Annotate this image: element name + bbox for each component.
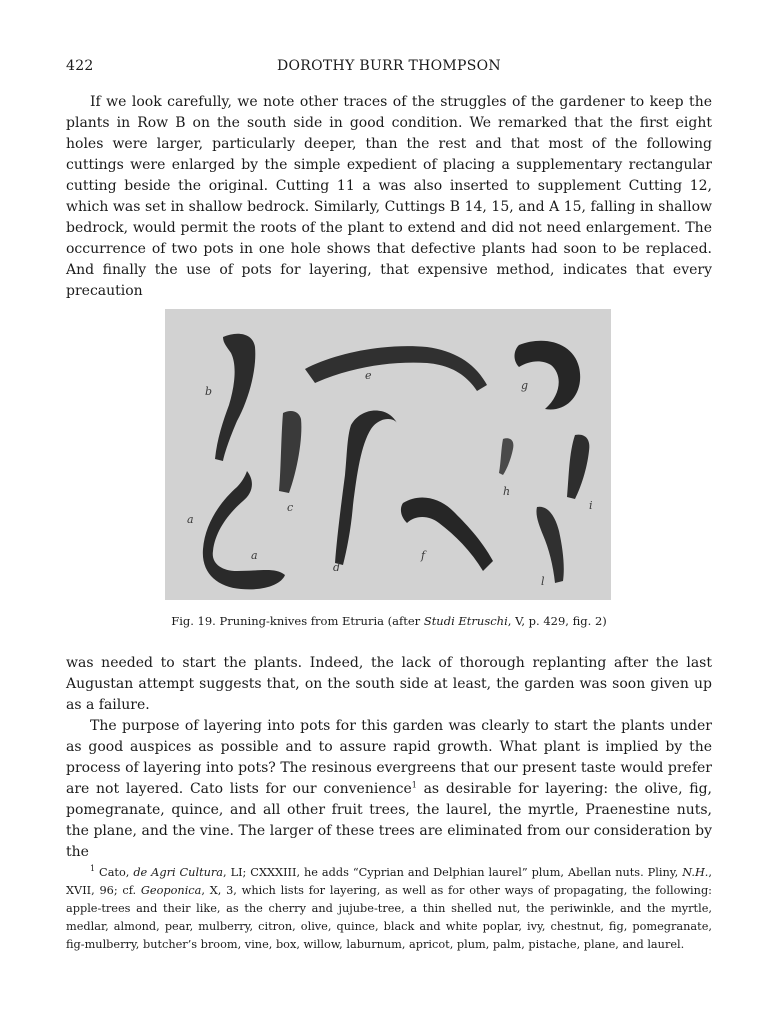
figure-label: g xyxy=(521,379,529,392)
page-header xyxy=(66,58,712,80)
paragraph: The purpose of layering into pots for this garden was clearly to start the plants under as good auspices as possible and to assure rapid growth. What plant is implied by the process of layering into pots? The resinous evergreens that our present taste would prefer are not layered. Cato lists for our convenience$^1$ as desirable for layering: the olive, fig, pomegranate, quince, and all other fruit trees, the laurel, the myrtle, Praenestine nuts, the plane, and the vine. The larger of these trees are eliminated from our consideration by the xyxy=(66,718,712,860)
page-number: 422 xyxy=(66,58,94,74)
footnote: $^1$ Cato, de Agri Cultura, LI; CXXXIII, he adds “Cyprian and Delphian laurel” plum, Abellan nuts. Pliny, N.H., XVII, 96; cf. Geoponica, X, 3, which lists for layering, as well as for other ways of propagating, the following: apple-trees and their like, as the cherry and jujube-tree, a thin shelled nut, the periwinkle, and the myrtle, medlar, almond, pear, mulberry, citron, olive, quince, black and white poplar, ivy, chestnut, fig, pomegranate, fig-mulberry, butcher’s broom, vine, box, willow, laburnum, apricot, plum, palm, pistache, plane, and laurel. xyxy=(66,864,712,951)
figure-label: a xyxy=(251,549,258,562)
figure-label: d xyxy=(333,561,341,574)
figure-label: l xyxy=(541,575,545,588)
figure-label: h xyxy=(503,485,511,498)
body-text-top xyxy=(66,92,712,302)
footnotes xyxy=(66,864,712,954)
figure-label: e xyxy=(365,369,372,382)
paragraph: was needed to start the plants. Indeed, the lack of thorough replanting after the last Augustan attempt suggests that, on the south side at least, the garden was soon given up as a failure. xyxy=(66,655,712,713)
figure-label: a xyxy=(187,513,194,526)
running-head: DOROTHY BURR THOMPSON xyxy=(277,58,501,74)
figure-label: c xyxy=(287,501,294,514)
figure-pruning-knives xyxy=(165,309,611,600)
figure-caption: Fig. 19. Pruning-knives from Etruria (after Studi Etruschi, V, p. 429, fig. 2) xyxy=(171,614,607,628)
figure-label: i xyxy=(589,499,593,512)
footnote-number: 1 xyxy=(90,864,96,874)
footnote-mark: 1 xyxy=(411,780,417,790)
pruning-knives-photo xyxy=(165,309,611,600)
figure-label: f xyxy=(421,549,426,562)
caption-source: Studi Etruschi xyxy=(423,614,508,628)
figure-label: b xyxy=(205,385,213,398)
paragraph: If we look carefully, we note other traces of the struggles of the gardener to keep the plants in Row B on the south side in good condition. We remarked that the first eight holes were larger, particularly deeper, than the rest and that most of the following cuttings were enlarged by the simple expedient of placing a supplementary rectangular cutting beside the original. Cutting 11 a was also inserted to supplement Cutting 12, which was set in shallow bedrock. Similarly, Cuttings B 14, 15, and A 15, falling in shallow bedrock, would permit the roots of the plant to extend and did not need enlargement. The occurrence of two pots in one hole shows that defective plants had soon to be replaced. And finally the use of pots for layering, that expensive method, indicates that every precaution xyxy=(66,94,712,299)
body-text-bottom xyxy=(66,653,712,863)
